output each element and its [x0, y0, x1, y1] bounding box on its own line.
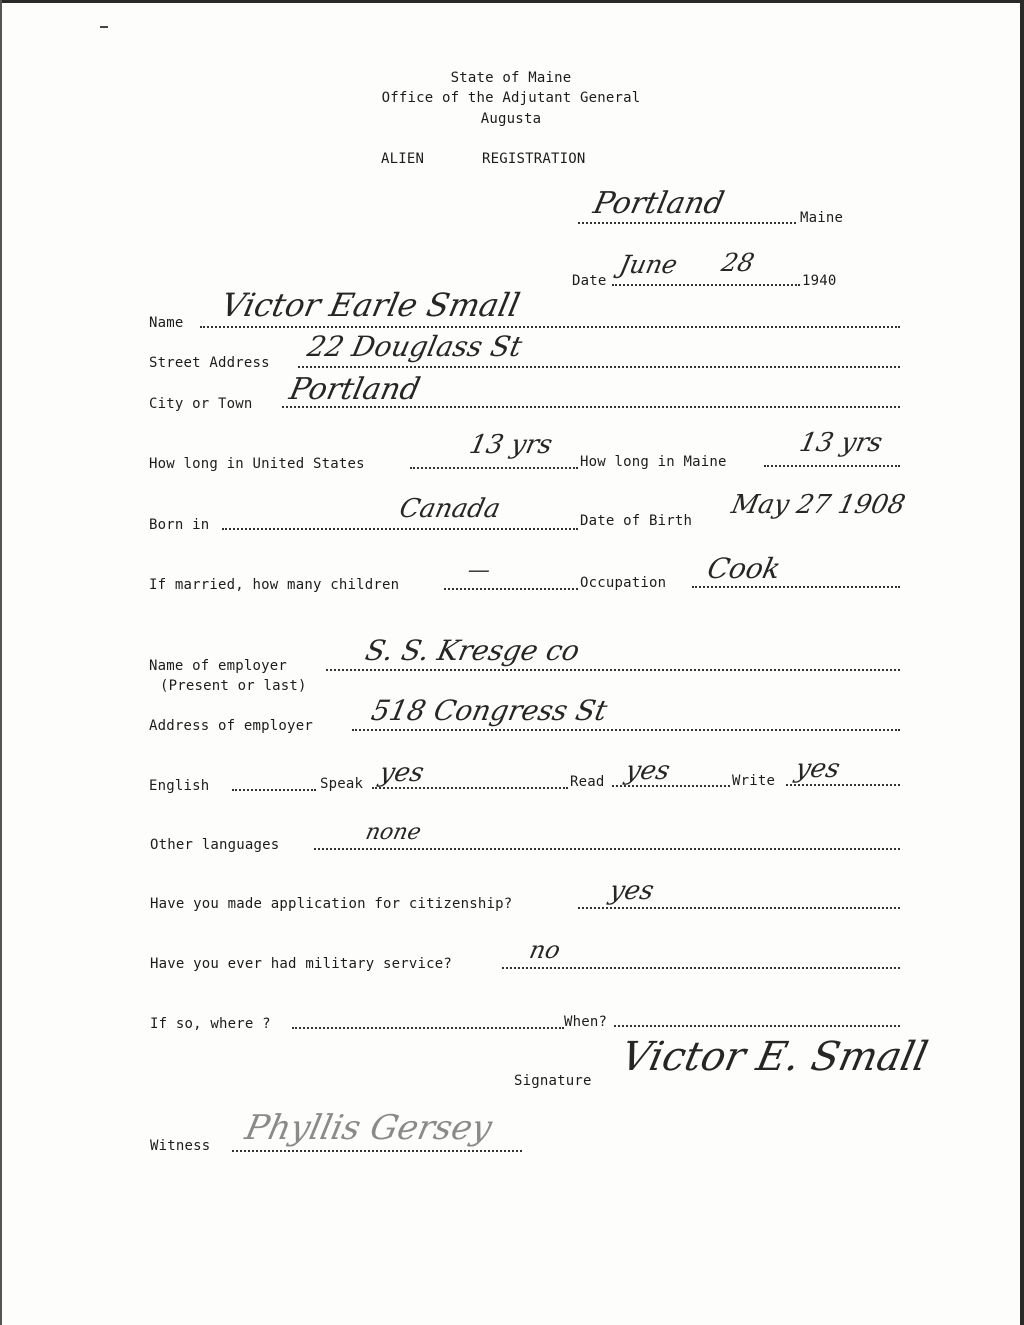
- speak-value: yes: [376, 758, 427, 788]
- witness-dots: [232, 1150, 522, 1152]
- other-lang-dots: [314, 848, 900, 850]
- header-registration: REGISTRATION: [482, 151, 586, 167]
- employer-addr-value: 518 Congress St: [368, 694, 611, 727]
- military-label: Have you ever had military service?: [150, 956, 453, 972]
- citizenship-label: Have you made application for citizenship?: [150, 896, 513, 912]
- dob-label: Date of Birth: [580, 513, 693, 529]
- occupation-label: Occupation: [580, 575, 667, 591]
- born-value: Canada: [396, 494, 503, 524]
- city-label: City or Town: [149, 396, 253, 412]
- born-dots: [222, 528, 578, 530]
- citizenship-value: yes: [606, 876, 657, 906]
- occupation-value: Cook: [704, 552, 784, 585]
- header-alien: ALIEN: [381, 151, 425, 167]
- us-len-value: 13 yrs: [466, 430, 556, 460]
- write-dots: [786, 784, 900, 786]
- scan-edge-top: [0, 0, 1024, 3]
- date-month: June: [616, 250, 681, 279]
- employer-value: S. S. Kresge co: [362, 634, 583, 667]
- date-dots: [612, 284, 800, 286]
- employer-addr-label: Address of employer: [149, 718, 313, 734]
- children-label: If married, how many children: [149, 577, 400, 593]
- witness-label: Witness: [150, 1138, 211, 1154]
- employer-dots: [326, 669, 900, 671]
- header-office: Office of the Adjutant General: [381, 90, 641, 106]
- scan-speck: [100, 26, 108, 28]
- name-value: Victor Earle Small: [217, 286, 524, 324]
- english-label: English: [149, 778, 210, 794]
- name-dots: [200, 326, 900, 328]
- speak-label: Speak: [320, 776, 364, 792]
- signature-value: Victor E. Small: [617, 1034, 932, 1080]
- other-lang-label: Other languages: [150, 837, 280, 853]
- header-city: Augusta: [480, 111, 542, 127]
- place-value: Portland: [590, 186, 728, 221]
- military-dots: [502, 967, 900, 969]
- scan-edge-left: [0, 0, 2, 1325]
- english-dots: [232, 789, 316, 791]
- witness-value: Phyllis Gersey: [241, 1108, 496, 1148]
- header-state: State of Maine: [450, 70, 572, 86]
- street-value: 22 Douglass St: [304, 330, 526, 363]
- signature-label: Signature: [514, 1073, 592, 1089]
- other-lang-value: none: [363, 820, 424, 845]
- date-year: 1940: [802, 273, 837, 289]
- employer-addr-dots: [352, 729, 900, 731]
- children-dots: [444, 588, 578, 590]
- place-dots: [578, 222, 796, 224]
- street-label: Street Address: [149, 355, 270, 371]
- us-len-label: How long in United States: [149, 456, 365, 472]
- born-label: Born in: [149, 517, 210, 533]
- write-label: Write: [732, 773, 776, 789]
- date-label: Date: [572, 273, 607, 289]
- read-label: Read: [570, 774, 605, 790]
- when-label: When?: [564, 1014, 608, 1030]
- write-value: yes: [792, 754, 843, 784]
- employer-label: Name of employer: [149, 658, 288, 674]
- dob-value: May 27 1908: [728, 490, 908, 520]
- children-value: —: [465, 558, 493, 583]
- occupation-dots: [692, 586, 900, 588]
- when-dots: [614, 1025, 900, 1027]
- where-dots: [292, 1027, 564, 1029]
- employer-sublabel: (Present or last): [160, 678, 307, 694]
- me-len-dots: [764, 465, 900, 467]
- citizenship-dots: [578, 907, 900, 909]
- me-len-label: How long in Maine: [580, 454, 727, 470]
- date-day: 28: [718, 248, 757, 277]
- us-len-dots: [410, 467, 578, 469]
- military-value: no: [527, 936, 563, 964]
- street-dots: [298, 366, 900, 368]
- city-value: Portland: [286, 372, 424, 407]
- me-len-value: 13 yrs: [796, 428, 886, 458]
- place-state: Maine: [800, 210, 844, 226]
- scan-edge-right: [1020, 0, 1024, 1325]
- read-value: yes: [622, 756, 673, 786]
- where-label: If so, where ?: [150, 1016, 271, 1032]
- name-label: Name: [149, 315, 184, 331]
